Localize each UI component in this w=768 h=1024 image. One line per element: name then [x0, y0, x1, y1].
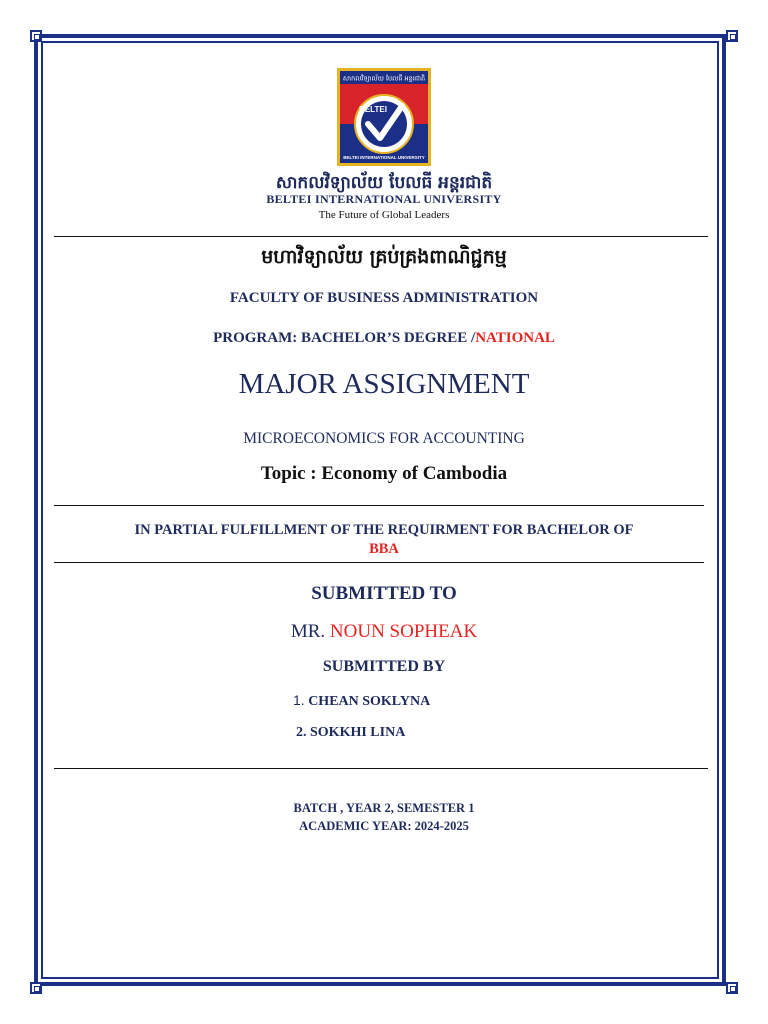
fulfillment-text: IN PARTIAL FULFILLMENT OF THE REQUIRMENT FOR BACHELOR OF [134, 522, 634, 538]
divider-members [54, 768, 708, 769]
batch-line: BATCH , YEAR 2, SEMESTER 1 [293, 801, 475, 815]
member-name: SOKKHI LINA [310, 725, 406, 740]
university-logo [337, 68, 431, 166]
divider-topic [54, 505, 704, 506]
submitted-by-label: SUBMITTED BY [322, 658, 446, 675]
lecturer-name: NOUN SOPHEAK [329, 621, 478, 642]
batch-info [40, 799, 728, 835]
fulfillment-degree: BBA [369, 541, 399, 557]
lecturer-line [40, 621, 728, 643]
logo-banner-text: សាកលវិទ្យាល័យ បែលធី អន្តរជាតិ [342, 74, 426, 83]
member-number: 1. [293, 692, 305, 708]
assignment-topic: Topic : Economy of Cambodia [260, 463, 508, 484]
fulfillment-statement [40, 521, 728, 559]
university-name-khmer: សាកលវិទ្យាល័យ បែលធី អន្តរជាតិ [275, 173, 493, 193]
faculty-name: FACULTY OF BUSINESS ADMINISTRATION [229, 290, 539, 306]
border-corner-top-left [30, 30, 42, 42]
academic-year-line: ACADEMIC YEAR: 2024-2025 [299, 819, 469, 833]
assignment-title: MAJOR ASSIGNMENT [238, 368, 530, 400]
university-name-english: BELTEI INTERNATIONAL UNIVERSITY [266, 192, 502, 206]
program-prefix: PROGRAM: BACHELOR’S DEGREE / [213, 330, 476, 346]
program-type: NATIONAL [475, 330, 555, 346]
university-motto: The Future of Global Leaders [318, 209, 450, 221]
border-corner-top-right [726, 30, 738, 42]
divider-header [54, 236, 708, 237]
course-name: MICROECONOMICS FOR ACCOUNTING [243, 430, 525, 447]
member-name: CHEAN SOKLYNA [308, 694, 431, 709]
program-line [40, 330, 728, 347]
member-item [293, 692, 430, 710]
submitted-to-label: SUBMITTED TO [311, 583, 457, 604]
logo-ring-text: BELTEI INTERNATIONAL UNIVERSITY [343, 155, 425, 160]
border-corner-bottom-left [30, 982, 42, 994]
logo-brand-text: BELTEI [359, 105, 387, 114]
member-item [296, 725, 405, 741]
member-number: 2. [296, 725, 307, 740]
faculty-name-khmer: មហាវិទ្យាល័យ គ្រប់គ្រងពាណិជ្ជកម្ម [261, 246, 507, 268]
lecturer-title: MR. [290, 621, 326, 642]
divider-fulfillment [54, 562, 704, 563]
border-corner-bottom-right [726, 982, 738, 994]
